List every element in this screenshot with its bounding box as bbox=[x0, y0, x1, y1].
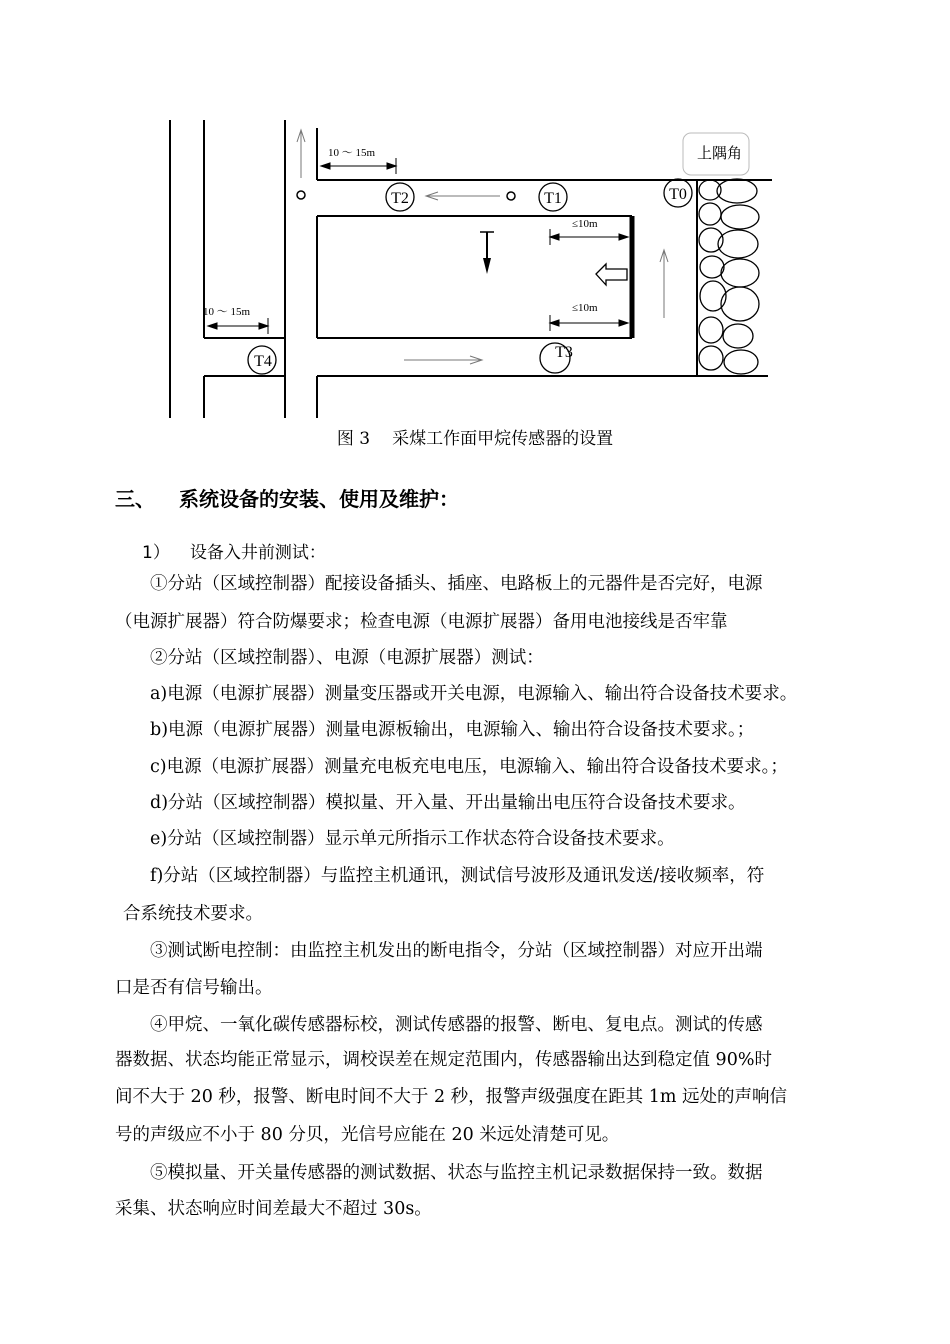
body-line-16: 号的声级应不小于 80 分贝，光信号应能在 20 米远处清楚可见。 bbox=[115, 1125, 620, 1145]
dim-le10-top bbox=[550, 229, 628, 245]
body-line-17: ⑤模拟量、开关量传感器的测试数据、状态与监控主机记录数据保持一致。数据 bbox=[150, 1163, 763, 1183]
sensor-t2-label: T2 bbox=[391, 190, 409, 207]
body-line-2: （电源扩展器）符合防爆要求；检查电源（电源扩展器）备用电池接线是否牢靠 bbox=[115, 612, 728, 632]
dim-top-label: 10 ～ 15m bbox=[328, 147, 376, 159]
figure-caption bbox=[0, 424, 950, 449]
face-advance-marker bbox=[480, 232, 494, 274]
body-line-11: ③测试断电控制：由监控主机发出的断电指令，分站（区域控制器）对应开出端 bbox=[150, 941, 763, 961]
body-line-3: ②分站（区域控制器）、电源（电源扩展器）测试： bbox=[150, 648, 544, 668]
body-line-10: 合系统技术要求。 bbox=[123, 904, 263, 924]
body-line-15: 间不大于 20 秒，报警、断电时间不大于 2 秒，报警声级强度在距其 1m 远处的声响信 bbox=[115, 1087, 788, 1107]
airflow-arrows bbox=[297, 130, 668, 364]
caption-number: 图 3 bbox=[336, 429, 371, 449]
sensor-t3-label: T3 bbox=[555, 344, 573, 361]
body-line-6: c)电源（电源扩展器）测量充电板充电电压，电源输入、输出符合设备技术要求。； bbox=[150, 757, 788, 777]
body-line-14: 器数据、状态均能正常显示，调校误差在规定范围内，传感器输出达到稳定值 90%时 bbox=[115, 1050, 772, 1070]
sensor-t1-label: T1 bbox=[544, 190, 562, 207]
dim-left bbox=[208, 318, 268, 334]
dim-top bbox=[321, 158, 396, 174]
section-heading bbox=[115, 483, 459, 512]
coal-face-diagram bbox=[0, 0, 950, 470]
dim-left-label: 10 ～ 15m bbox=[203, 306, 251, 318]
section-number: 三、 bbox=[115, 487, 155, 511]
dim-le10-top-label: ≤10m bbox=[572, 218, 598, 230]
body-line-4: a)电源（电源扩展器）测量变压器或开关电源，电源输入、输出符合设备技术要求。 bbox=[150, 684, 798, 704]
corner-label: 上隅角 bbox=[697, 146, 743, 162]
dim-le10-bottom bbox=[550, 315, 628, 331]
body-line-18: 采集、状态响应时间差最大不超过 30s。 bbox=[115, 1199, 432, 1219]
section-title: 系统设备的安装、使用及维护： bbox=[179, 487, 459, 511]
caption-text: 采煤工作面甲烷传感器的设置 bbox=[392, 429, 614, 449]
body-line-5: b)电源（电源扩展器）测量电源板输出，电源输入、输出符合设备技术要求。； bbox=[150, 720, 755, 740]
body-line-9: f)分站（区域控制器）与监控主机通讯，测试信号波形及通讯发送/接收频率，符 bbox=[150, 866, 765, 886]
dim-le10-bottom-label: ≤10m bbox=[572, 302, 598, 314]
goaf-rocks bbox=[699, 179, 759, 374]
sensor-t0-label: T0 bbox=[669, 186, 687, 203]
point-marker-right bbox=[507, 192, 515, 200]
body-line-13: ④甲烷、一氧化碳传感器标校，测试传感器的报警、断电、复电点。测试的传感 bbox=[150, 1015, 763, 1035]
body-line-12: 口是否有信号输出。 bbox=[115, 978, 273, 998]
body-line-1: ①分站（区域控制器）配接设备插头、插座、电路板上的元器件是否完好，电源 bbox=[150, 574, 763, 594]
subsection-number: 1） bbox=[142, 543, 170, 563]
hollow-left-arrow bbox=[596, 264, 627, 285]
point-marker-left bbox=[297, 191, 305, 199]
subsection-heading bbox=[142, 538, 326, 563]
body-line-8: e)分站（区域控制器）显示单元所指示工作状态符合设备技术要求。 bbox=[150, 829, 675, 849]
figure-3 bbox=[0, 0, 950, 470]
body-line-7: d)分站（区域控制器）模拟量、开入量、开出量输出电压符合设备技术要求。 bbox=[150, 793, 746, 813]
subsection-title: 设备入井前测试： bbox=[189, 543, 326, 563]
sensor-t4-label: T4 bbox=[254, 353, 272, 370]
